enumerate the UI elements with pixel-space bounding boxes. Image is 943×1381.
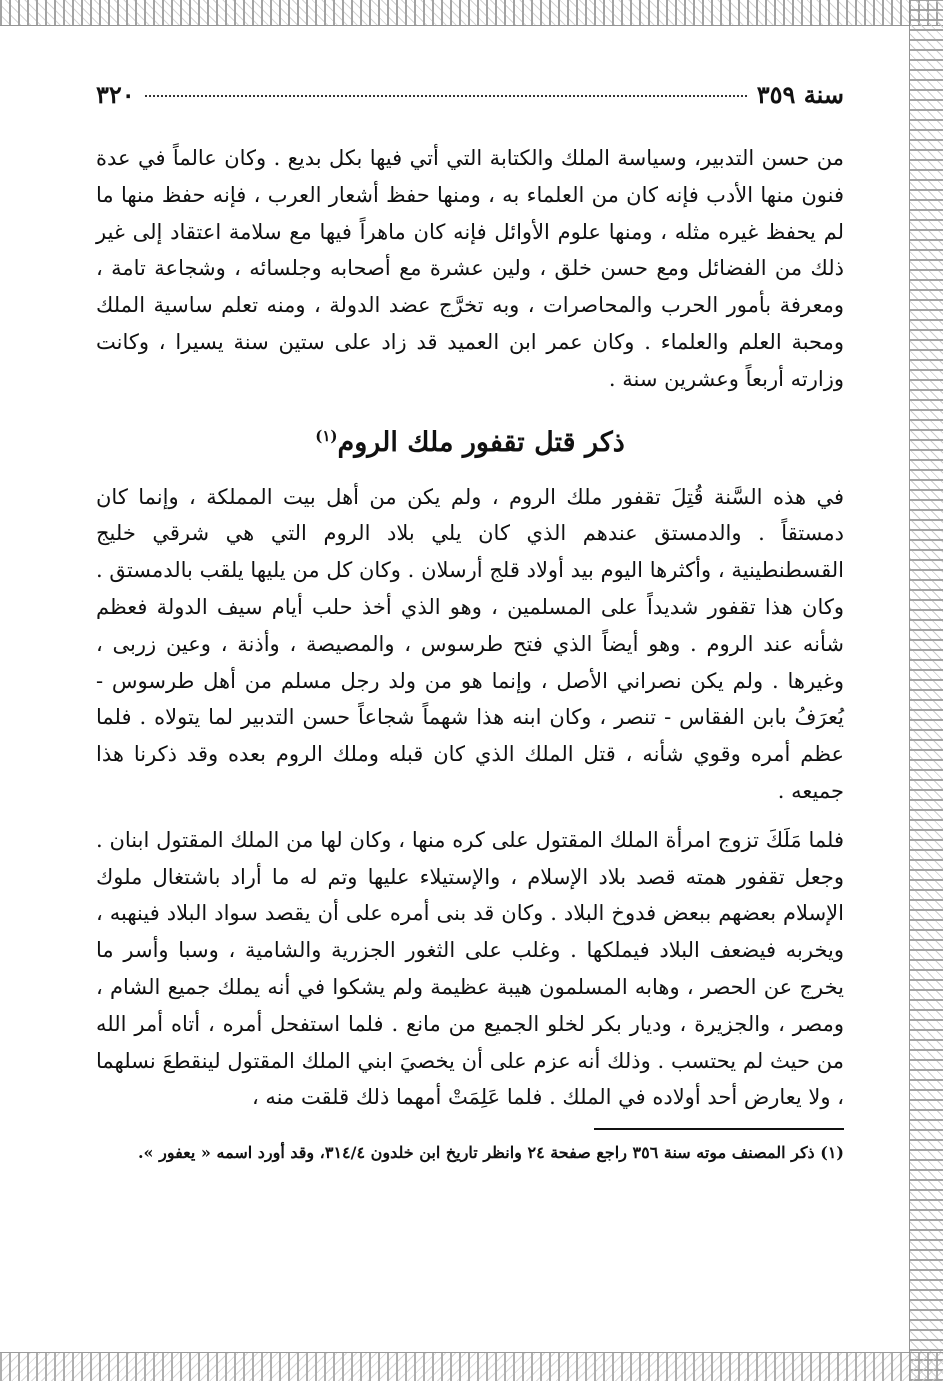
footnote-reference: (١)	[315, 426, 338, 445]
page-number: ٣٢٠	[96, 80, 135, 109]
header-dotted-leader	[145, 95, 747, 97]
running-header	[96, 80, 844, 120]
section-heading-text: ذكر قتل تقفور ملك الروم	[337, 426, 625, 458]
body-paragraph: فلما مَلَكَ تزوج امرأة الملك المقتول على كره منها ، وكان لها من الملك المقتول ابنان . وجعل تقفور همته قصد بلاد الإسلام ، والإستيلاء عليها وتم له ما أراد باشتغال ملوك الإسلام بعضهم ببعض فدوخ البلاد . وكان قد بنى أمره على أن يقصد سواد البلاد فينهبه ، ويخربه فيضعف البلاد فيملكها . وغلب على الثغور الجزرية والشامية ، وسبا وأسر ما يخرج عن الحصر ، وهابه المسلمون هيبة عظيمة ولم يشكوا في أنه يملك جميع الشام ، ومصر ، والجزيرة ، وديار بكر لخلو الجميع من مانع . فلما استفحل أمره ، أتاه أمر الله من حيث لم يحتسب . وذلك أنه عزم على أن يخصيَ ابني الملك المقتول لينقطعَ نسلهما ، ولا يعارض أحد أولاده في الملك . فلما عَلِمَتْ أمهما ذلك قلقت منه ،	[96, 827, 844, 1110]
body-paragraph: من حسن التدبير، وسياسة الملك والكتابة التي أتي فيها بكل بديع . وكان عالماً في عدة فنون منها الأدب فإنه كان من العلماء به ، ومنها حفظ أشعار العرب ، فإنه حفظ منها ما لم يحفظ غيره مثله ، ومنها علوم الأوائل فإنه كان ماهراً فيها مع سلامة اعتقاد إلى غير ذلك من الفضائل ومع حسن خلق ، ولين عشرة مع أصحابه وجلسائه ، وشجاعة تامة ، ومعرفة بأمور الحرب والمحاصرات ، وبه تخرَّج عضد الدولة ، ومنه تعلم ساسية الملك ومحبة العلم والعلماء . وكان عمر ابن العميد قد زاد على ستين سنة يسيرا ، وكانت وزارته أربعاً وعشرين سنة .	[96, 146, 844, 391]
ornamental-border-bottom	[0, 1352, 943, 1381]
ornamental-border-right	[909, 0, 943, 1381]
page-content	[96, 80, 844, 1166]
section-heading	[96, 418, 844, 461]
body-paragraph: في هذه السَّنة قُتِلَ تقفور ملك الروم ، ولم يكن من أهل بيت المملكة ، وإنما كان دمستقاً . والدمستق عندهم الذي كان يلي بلاد الروم التي هي شرقي خليج القسطنطينية ، وأكثرها اليوم بيد أولاد قلج أرسلان . وكان كل من يليها يلقب بالدمستق . وكان هذا تقفور شديداً على المسلمين ، وهو الذي أخذ حلب أيام سيف الدولة فعظم شأنه عند الروم . وهو أيضاً الذي فتح طرسوس ، والمصيصة ، وأذنة ، وعين زربى ، وغيرها . ولم يكن نصراني الأصل ، وإنما هو من ولد رجل مسلم من أهل طرسوس - يُعرَفُ بابن الفقاس - تنصر ، وكان ابنه هذا شهماً شجاعاً حسن التدبير لما يتولاه . فلما عظم أمره وقوي شأنه ، قتل الملك الذي كان قبله وملك الروم بعده وقد ذكرنا هذا جميعه .	[96, 484, 844, 803]
footnote: (١) ذكر المصنف موته سنة ٣٥٦ راجع صفحة ٢٤ وانظر تاريخ ابن خلدون ٣١٤/٤، وقد أورد اسمه « يعفور ».	[137, 1143, 844, 1163]
running-title: سنة ٣٥٩	[756, 80, 844, 109]
ornamental-border-top	[0, 0, 943, 26]
footnote-separator	[594, 1128, 844, 1130]
